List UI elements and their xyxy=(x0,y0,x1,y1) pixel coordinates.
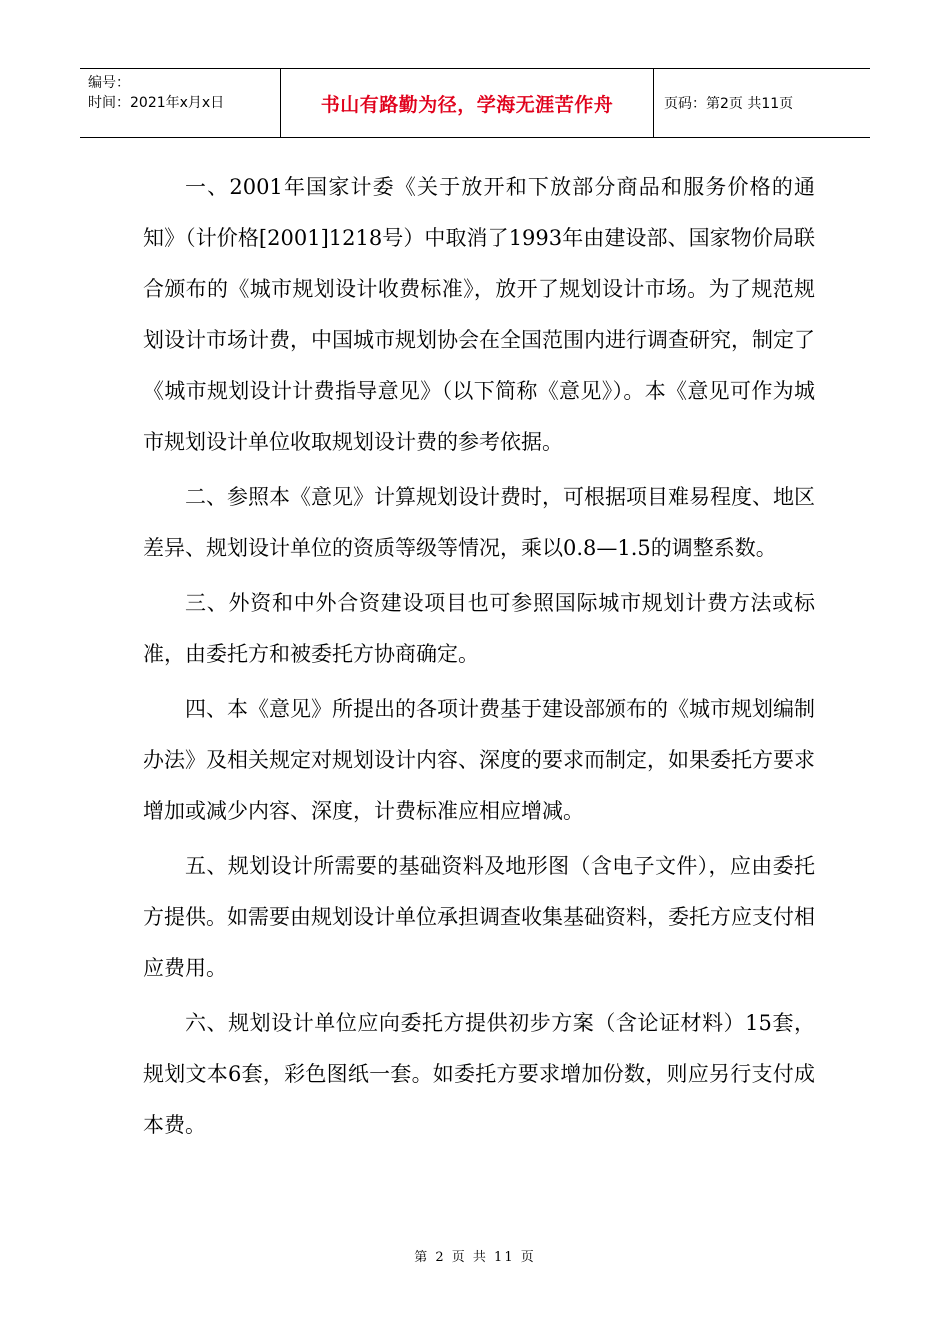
paragraph-1: 一、2001年国家计委《关于放开和下放部分商品和服务价格的通知》（计价格[2001]1218号）中取消了1993年由建设部、国家物价局联合颁布的《城市规划设计收费标准》，放开了规划设计市场。为了规范规划设计市场计费，中国城市规划协会在全国范围内进行调查研究，制定了《城市规划设计计费指导意见》（以下简称《意见》）。本《意见可作为城市规划设计单位收取规划设计费的参考依据。 xyxy=(143,175,815,454)
header-meta xyxy=(80,69,281,137)
document-date: 时间：2021年x月x日 xyxy=(88,95,225,111)
page-header xyxy=(80,68,870,138)
paragraph-5: 五、规划设计所需要的基础资料及地形图（含电子文件），应由委托方提供。如需要由规划设计单位承担调查收集基础资料，委托方应支付相应费用。 xyxy=(143,854,815,980)
header-page-info: 页码：第2页 共11页 xyxy=(664,96,794,112)
document-body xyxy=(143,162,815,1155)
page-footer: 第 2 页 共 11 页 xyxy=(414,1250,536,1265)
document-number-label: 编号： xyxy=(88,75,130,91)
header-motto: 书山有路勤为径，学海无涯苦作舟 xyxy=(281,69,654,137)
paragraph-3: 三、外资和中外合资建设项目也可参照国际城市规划计费方法或标准，由委托方和被委托方协商确定。 xyxy=(143,591,815,666)
paragraph-2: 二、参照本《意见》计算规划设计费时，可根据项目难易程度、地区差异、规划设计单位的资质等级等情况，乘以0.8—1.5的调整系数。 xyxy=(143,485,815,560)
paragraph-4: 四、本《意见》所提出的各项计费基于建设部颁布的《城市规划编制办法》及相关规定对规划设计内容、深度的要求而制定，如果委托方要求增加或减少内容、深度，计费标准应相应增减。 xyxy=(143,697,815,823)
paragraph-6: 六、规划设计单位应向委托方提供初步方案（含论证材料）15套，规划文本6套，彩色图纸一套。如委托方要求增加份数，则应另行支付成本费。 xyxy=(143,1011,815,1137)
